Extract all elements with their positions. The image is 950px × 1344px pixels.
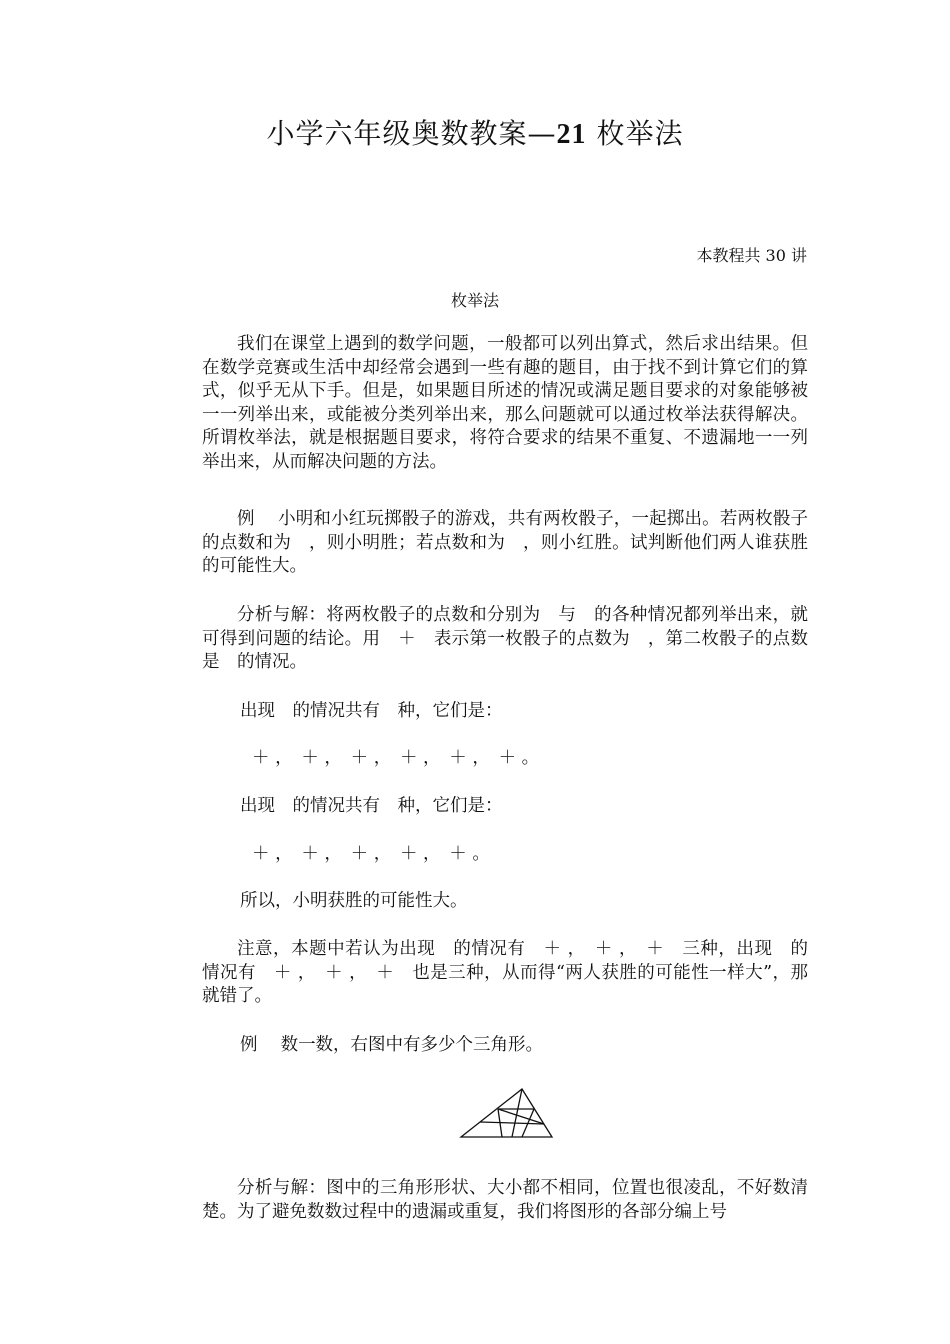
analysis-2-paragraph: 分析与解：图中的三角形形状、大小都不相同，位置也很凌乱，不好数清楚。为了避免数数过程中的遗漏或重复，我们将图形的各部分编上号 xyxy=(202,1178,808,1222)
title-topic: 枚举法 xyxy=(586,117,684,150)
page-title xyxy=(0,112,950,152)
case-1-list: ＋ ， ＋ ， ＋ ， ＋ ， ＋ ， ＋ 。 xyxy=(252,748,540,768)
figure-segment xyxy=(498,1109,544,1124)
intro-paragraph: 我们在课堂上遇到的数学问题，一般都可以列出算式，然后求出结果。但在数学竞赛或生活中却经常会遇到一些有趣的题目，由于找不到计算它们的算式，似乎无从下手。但是，如果题目所述的情况或满足题目要求的对象能够被一一列举出来，或能被分类列举出来，那么问题就可以通过枚举法获得解决。所谓枚举法，就是根据题目要求，将符合要求的结果不重复、不遗漏地一一列举出来，从而解决问题的方法。 xyxy=(202,334,808,472)
case-1-line: 出现 的情况共有 种，它们是： xyxy=(240,701,503,721)
figure-segment xyxy=(480,1122,544,1124)
series-note: 本教程共 30 讲 xyxy=(696,246,807,265)
figure-outer-triangle xyxy=(461,1089,552,1137)
example-1-paragraph: 例 小明和小红玩掷骰子的游戏，共有两枚骰子，一起掷出。若两枚骰子的点数和为 ，则小明胜；若点数和为 ，则小红胜。试判断他们两人谁获胜的可能性大。 xyxy=(202,509,808,576)
triangle-figure xyxy=(458,1087,556,1143)
conclusion-line: 所以，小明获胜的可能性大。 xyxy=(240,891,468,911)
section-heading: 枚举法 xyxy=(450,291,499,310)
example-2-line: 例 数一数，右图中有多少个三角形。 xyxy=(240,1035,544,1055)
analysis-1-paragraph: 分析与解：将两枚骰子的点数和分别为 与 的各种情况都列举出来，就可得到问题的结论。用 ＋ 表示第一枚骰子的点数为 ，第二枚骰子的点数是 的情况。 xyxy=(202,605,808,672)
case-2-list: ＋ ， ＋ ， ＋ ， ＋ ， ＋ 。 xyxy=(252,844,490,864)
lesson-number: 21 xyxy=(556,119,587,150)
case-2-line: 出现 的情况共有 种，它们是： xyxy=(240,796,503,816)
title-text: 小学六年级奥数教案— xyxy=(266,117,557,150)
note-paragraph: 注意，本题中若认为出现 的情况有 ＋ ， ＋ ， ＋ 三种，出现 的情况有 ＋ ， ＋ ， ＋ 也是三种，从而得“两人获胜的可能性一样大”，那就错了。 xyxy=(202,939,808,1006)
